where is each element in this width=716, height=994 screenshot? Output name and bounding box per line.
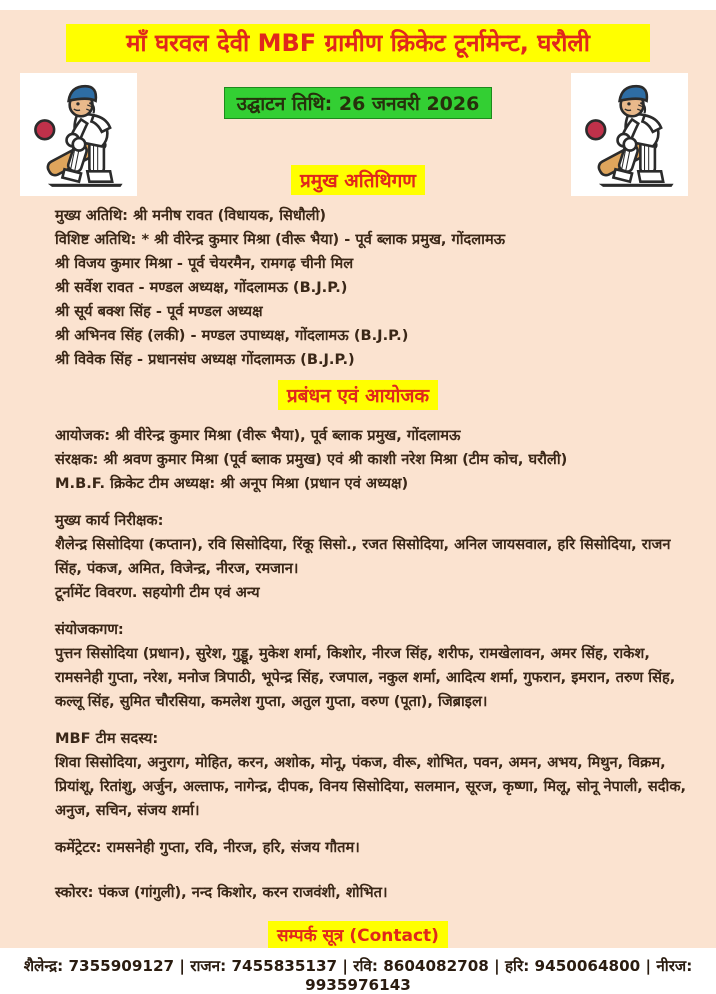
supervisors-block xyxy=(55,509,688,605)
contact-numbers: शैलेन्द्र: 7355909127 | राजन: 7455835137 | रवि: 8604082708 | हरि: 9450064800 | नीरज: 9935976143 xyxy=(23,957,693,994)
inauguration-date-banner: उद्घाटन तिथि: 26 जनवरी 2026 xyxy=(224,87,493,119)
team-members-names: शिवा सिसोदिया, अनुराग, मोहित, करन, अशोक, मोनू, पंकज, वीरू, शोभित, पवन, अमन, अभय, मिथुन, विक्रम, प्रियांशू, रितांशु, अर्जुन, अल्ताफ, नागेन्द्र, दीपक, विनय सिसोदिया, सलमान, सूरज, कृष्णा, मिलू, सोनू नेपाली, सदीक, अनुज, सचिन, संजय शर्मा। xyxy=(55,754,687,819)
cricket-batsman-icon xyxy=(27,80,131,190)
coordinators-names: पुत्तन सिसोदिया (प्रधान), सुरेश, गुड्डू, मुकेश शर्मा, किशोर, नीरज सिंह, शरीफ, रामखेलावन, अमर सिंह, राकेश, रामसनेही गुप्ता, नरेश, मनोज त्रिपाठी, भूपेन्द्र सिंह, रजपाल, नकुल शर्मा, आदित्य शर्मा, गुफरान, इमरान, तरुण सिंह, कल्लू सिंह, सुमित चौरसिया, कमलेश गुप्ता, अतुल गुप्ता, वरुण (पूता), जिब्राइल। xyxy=(55,645,676,710)
guest-line: विशिष्ट अतिथि: * श्री वीरेन्द्र कुमार मिश्रा (वीरू भैया) - पूर्व ब्लाक प्रमुख, गोंदलामऊ xyxy=(55,231,506,248)
team-members-block xyxy=(55,727,688,823)
poster-title: माँ घरवल देवी MBF ग्रामीण क्रिकेट टूर्नामेन्ट, घरौली xyxy=(66,24,650,62)
management-line: आयोजक: श्री वीरेन्द्र कुमार मिश्रा (वीरू भैया), पूर्व ब्लाक प्रमुख, गोंदलामऊ xyxy=(55,427,461,444)
cricket-batsman-icon xyxy=(578,80,682,190)
management-line: संरक्षक: श्री श्रवण कुमार मिश्रा (पूर्व ब्लाक प्रमुख) एवं श्री काशी नरेश मिश्रा (टीम कोच, घरौली) xyxy=(55,451,568,468)
management-list xyxy=(55,424,688,496)
section-header-management: प्रबंधन एवं आयोजक xyxy=(278,380,438,410)
commentators-line: कमेंट्रेटर: रामसनेही गुप्ता, रवि, नीरज, हरि, संजय गौतम। xyxy=(55,839,360,856)
supervisors-note: टूर्नामेंट विवरण. सहयोगी टीम एवं अन्य xyxy=(55,584,260,601)
guest-line: श्री अभिनव सिंह (लकी) - मण्डल उपाध्यक्ष, गोंदलामऊ (B.J.P.) xyxy=(55,327,409,344)
guest-line: श्री सर्वेश रावत - मण्डल अध्यक्ष, गोंदलामऊ (B.J.P.) xyxy=(55,279,348,296)
guest-list xyxy=(55,204,688,372)
scorers-line: स्कोरर: पंकज (गांगुली), नन्द किशोर, करन राजवंशी, शोभित। xyxy=(55,884,388,901)
guest-line: श्री सूर्य बक्श सिंह - पूर्व मण्डल अध्यक्ष xyxy=(55,303,263,320)
management-line: M.B.F. क्रिकेट टीम अध्यक्ष: श्री अनूप मिश्रा (प्रधान एवं अध्यक्ष) xyxy=(55,475,409,492)
coordinators-block xyxy=(55,618,688,714)
section-header-guests: प्रमुख अतिथिगण xyxy=(291,165,425,195)
supervisors-names: शैलेन्द्र सिसोदिया (कप्तान), रवि सिसोदिया, रिंकू सिसो., रजत सिसोदिया, अनिल जायसवाल, हरि सिसोदिया, राजन सिंह, पंकज, अमित, विजेन्द्र, नीरज, रमजान। xyxy=(55,536,671,577)
guest-line: मुख्य अतिथि: श्री मनीष रावत (विधायक, सिधौली) xyxy=(55,207,327,224)
supervisors-title: मुख्य कार्य निरीक्षक: xyxy=(55,512,164,529)
guest-line: श्री विवेक सिंह - प्रधानसंघ अध्यक्ष गोंदलामऊ (B.J.P.) xyxy=(55,351,355,368)
left-batsman-image-box xyxy=(20,73,137,196)
coordinators-title: संयोजकगण: xyxy=(55,621,124,638)
section-header-contact: सम्पर्क सूत्र (Contact) xyxy=(268,921,448,948)
guest-line: श्री विजय कुमार मिश्रा - पूर्व चेयरमैन, रामगढ़ चीनी मिल xyxy=(55,255,354,272)
team-members-title: MBF टीम सदस्य: xyxy=(55,730,159,747)
right-batsman-image-box xyxy=(571,73,688,196)
